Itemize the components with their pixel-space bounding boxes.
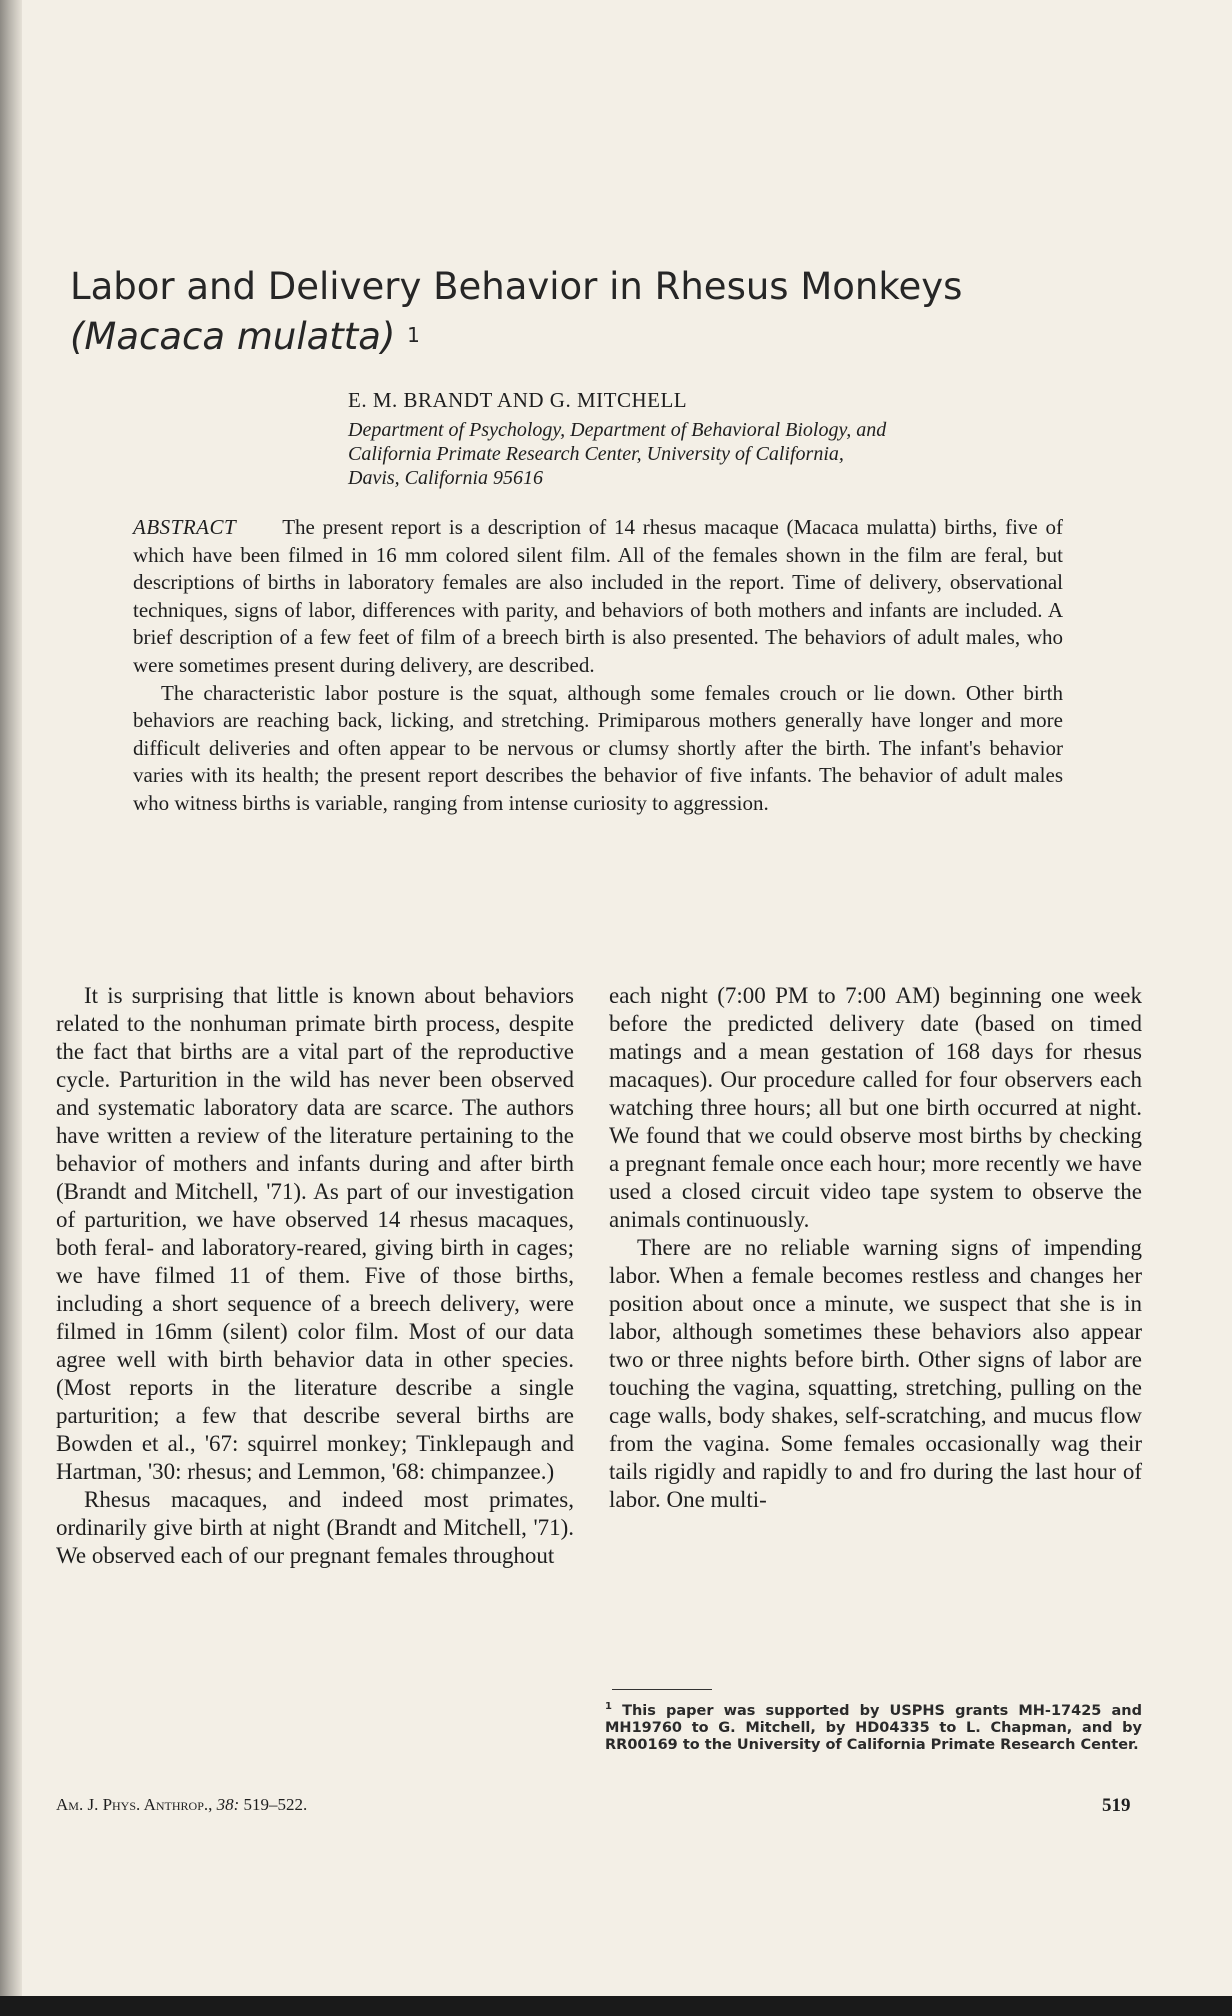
footnote bbox=[605, 1698, 1142, 1754]
body-paragraph-3-part-c: ) beginning one week before the predicted delivery date (based on timed matings and a mean gestation of 168 days for rhesus macaques). Our procedure called for four observers each watching three hours; all but one birth occurred at night. We found that we could observe most births by checking a pregnant female once each hour; more recently we have used a closed circuit video tape system to observe the animals continuously. bbox=[609, 983, 1142, 1232]
body-paragraph-3-part-b: to 7:00 bbox=[808, 983, 896, 1008]
journal-volume: 38: bbox=[216, 1795, 240, 1814]
body-column-left bbox=[56, 982, 574, 1570]
page-spine-shadow bbox=[0, 0, 22, 2016]
abstract-paragraph-2: The characteristic labor posture is the squat, although some females crouch or lie down. Other birth behaviors are reaching back, licking, and stretching. Primiparous mothers generally have longer and more difficult deliveries and often appear to be nervous or clumsy shortly after the birth. The infant's behavior varies with its health; the present report describes the behavior of five infants. The behavior of adult males who witness births is variable, ranging from intense curiosity to aggression. bbox=[133, 680, 1063, 815]
abstract-label: ABSTRACT bbox=[133, 515, 237, 539]
article-title bbox=[70, 262, 1170, 362]
body-paragraph-4: There are no reliable warning signs of impending labor. When a female becomes restless and changes her position about once a minute, we suspect that she is in labor, although sometimes these behaviors also appear two or three nights before birth. Other signs of labor are touching the vagina, squatting, stretching, pulling on the cage walls, body shakes, self-scratching, and mucus flow from the vagina. Some females occasionally wag their tails rigidly and rapidly to and fro during the last hour of labor. One multi- bbox=[609, 1235, 1142, 1512]
body-paragraph-2: Rhesus macaques, and indeed most primates, ordinarily give birth at night (Brandt and Mitchell, '71). We observed each of our pregnant females throughout bbox=[56, 1487, 574, 1568]
title-line-2 bbox=[70, 312, 1170, 362]
time-pm: PM bbox=[775, 983, 809, 1008]
affiliation-line-3: Davis, California 95616 bbox=[348, 467, 544, 489]
body-paragraph-1: It is surprising that little is known about behaviors related to the nonhuman primate birth process, despite the fact that births are a vital part of the reproductive cycle. Parturition in the wild has never been observed and systematic laboratory data are scarce. The authors have written a review of the literature pertaining to the behavior of mothers and infants during and after birth (Brandt and Mitchell, '71). As part of our investigation of parturition, we have observed 14 rhesus macaques, both feral- and laboratory-reared, giving birth in cages; we have filmed 11 of them. Five of those births, including a short sequence of a breech delivery, were filmed in 16mm (silent) color film. Most of our data agree well with birth behavior data in other species. (Most reports in the literature describe a single parturition; a few that describe several births are Bowden et al., '67: squirrel monkey; Tinklepaugh and Hartman, '30: rhesus; and Lemmon, '68: chimpanzee.) bbox=[56, 983, 574, 1484]
time-am: AM bbox=[895, 983, 933, 1008]
footnote-text: This paper was supported by USPHS grants MH-17425 and MH19760 to G. Mitchell, by HD04335 to L. Chapman, and by RR00169 to the University of California Primate Research Center. bbox=[605, 1702, 1142, 1753]
scan-bottom-edge bbox=[0, 1996, 1232, 2016]
body-paragraph-3 bbox=[609, 982, 1142, 1234]
title-line-1: Labor and Delivery Behavior in Rhesus Monkeys bbox=[70, 265, 963, 308]
title-species: (Macaca mulatta) bbox=[70, 315, 396, 358]
affiliation-line-1: Department of Psychology, Department of Behavioral Biology, and bbox=[348, 419, 887, 441]
journal-name: Am. J. Phys. Anthrop., bbox=[56, 1795, 213, 1814]
journal-pages: 519–522. bbox=[243, 1795, 308, 1814]
body-column-right bbox=[609, 982, 1142, 1514]
abstract bbox=[133, 514, 1063, 818]
body-paragraph-3-part-a: each night (7:00 bbox=[609, 983, 776, 1008]
journal-citation bbox=[56, 1795, 307, 1815]
footnote-rule bbox=[612, 1689, 712, 1690]
footnote-mark: 1 bbox=[605, 1701, 612, 1712]
affiliation-line-2: California Primate Research Center, University of California, bbox=[348, 443, 844, 465]
abstract-paragraph-1 bbox=[133, 514, 1063, 680]
abstract-paragraph-1-text: The present report is a description of 14 rhesus macaque (Macaca mulatta) births, five of which have been filmed in 16 mm colored silent film. All of the females shown in the film are feral, but descriptions of births in laboratory females are also included in the report. Time of delivery, observational techniques, signs of labor, differences with parity, and behaviors of both mothers and infants are included. A brief description of a few feet of film of a breech birth is also presented. The behaviors of adult males, who were sometimes present during delivery, are described. bbox=[133, 515, 1063, 677]
affiliation bbox=[348, 418, 1098, 490]
title-footnote-mark: 1 bbox=[407, 323, 420, 347]
author-line: E. M. BRANDT AND G. MITCHELL bbox=[348, 388, 688, 412]
page-number: 519 bbox=[1102, 1795, 1131, 1816]
